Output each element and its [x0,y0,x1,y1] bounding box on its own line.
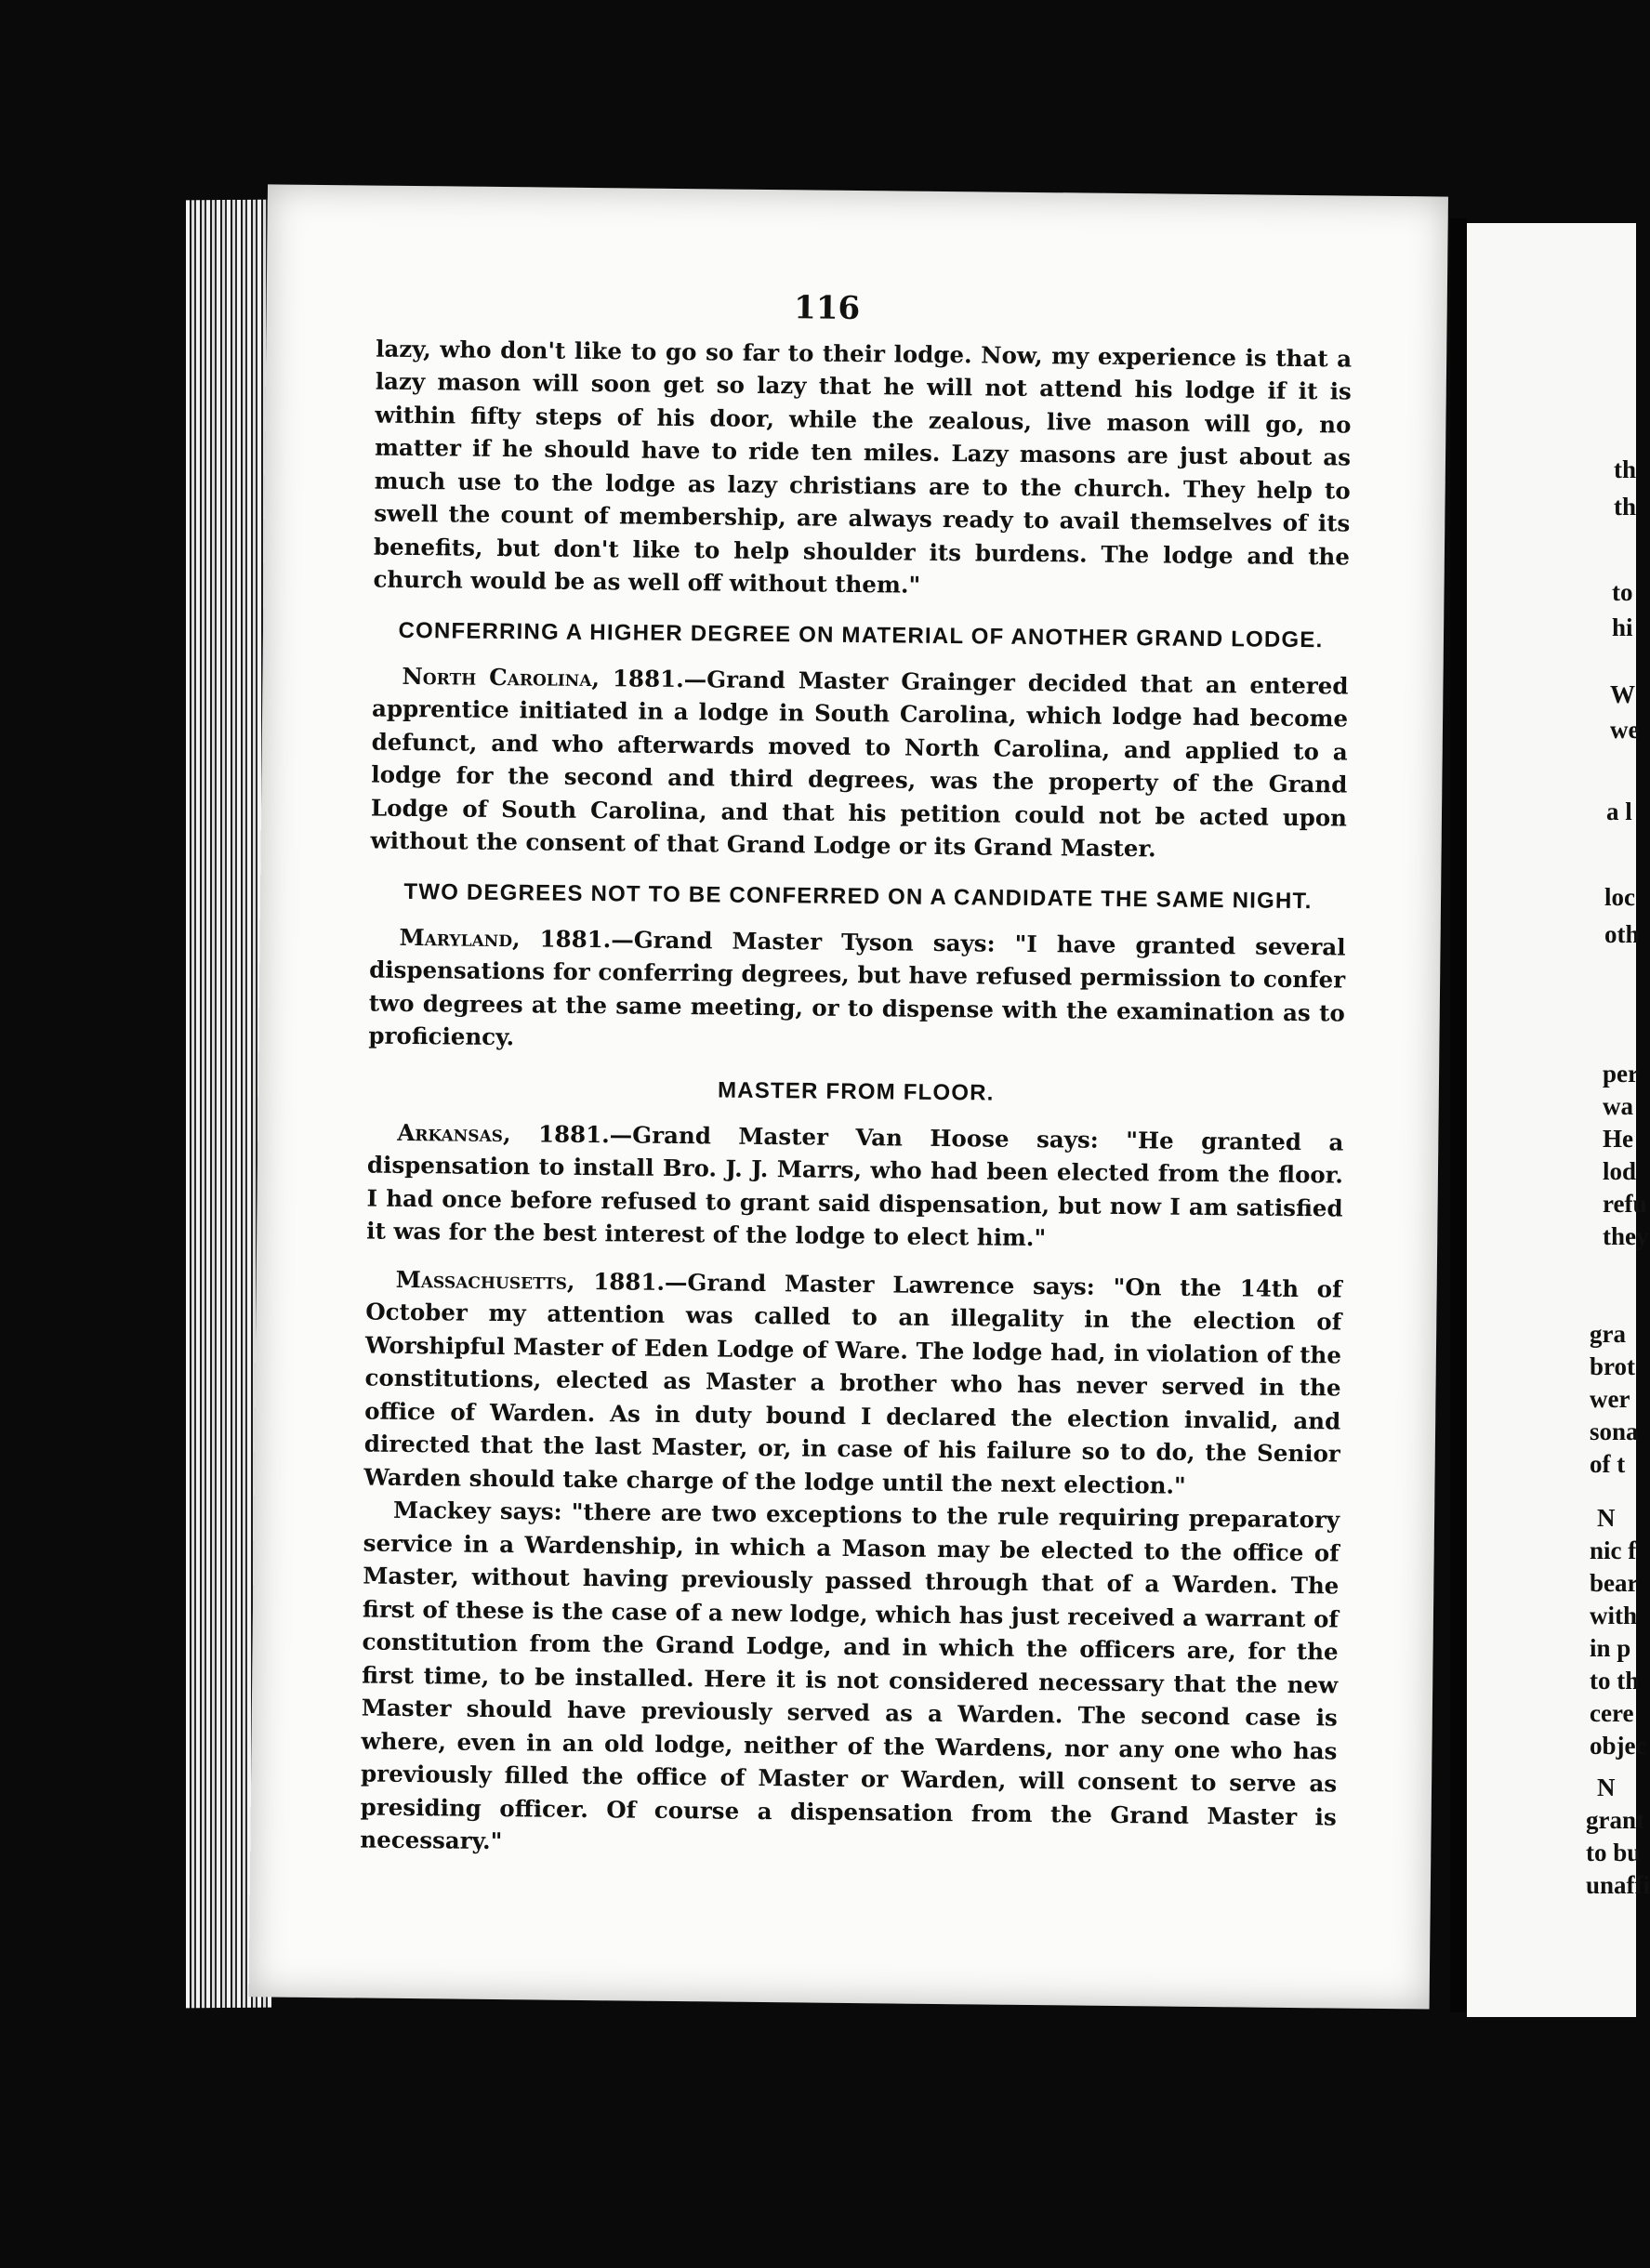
facing-page-fragment: a l [1606,798,1632,825]
facing-page-fragment: hi [1612,613,1633,641]
facing-page-fragment: to bu [1586,1839,1642,1866]
facing-page-fragment: gra [1590,1320,1626,1348]
paragraph-text: —Grand Master Lawrence says: "On the 14th of October my attention was called to an illegality in the election of Worshipful Master of Eden Lodge of Ware. The lodge had, in violation of the constitutions, elected as Master a brother who has never served in the office of Warden. As in duty bound I declared the election invalid, and directed that the last Master, or, in case of his failure so to do, the Senior Warden should take charge of the lodge until the next election." [363,1268,1342,1499]
facing-page-fragment: we [1610,716,1640,744]
paragraph-north-carolina [370,659,1348,867]
facing-page-fragment: cere [1590,1699,1634,1727]
facing-page-fragment: grant [1586,1806,1644,1834]
page-number: 116 [793,289,861,328]
paragraph-lead: Arkansas, 1881. [397,1118,610,1148]
paragraph-lead: North Carolina, 1881. [402,662,684,692]
paragraph-lead: Maryland, 1881. [399,923,612,953]
paragraph-text: Mackey says: "there are two exceptions to the rule requiring preparatory service in a Wardenship, in which a Mason may be elected to the office of Master, without having previously passed through that of a Warden. The first of these is the case of a new lodge, which has just received a warrant of constitution from the Grand Lodge, and in which the officers are, for the first time, to be installed. Here it is not considered necessary that the new Master should have previously served as a Warden. The second case is where, even in an old lodge, neither of the Wardens, nor any one who has previously filled the office of Master or Warden, will consent to serve as presiding officer. Of course a dispensation from the Grand Master is necessary." [360,1496,1340,1855]
facing-page [1467,223,1650,2017]
section-heading-conferring-higher-degree: CONFERRING A HIGHER DEGREE ON MATERIAL OF ANOTHER GRAND LODGE. [398,617,1324,653]
section-heading-two-degrees: TWO DEGREES NOT TO BE CONFERRED ON A CANDIDATE THE SAME NIGHT. [403,878,1313,914]
facing-page-fragment: to [1612,578,1633,606]
facing-page-fragment: per [1603,1060,1639,1088]
facing-page-fragment: with [1590,1602,1638,1629]
facing-page-fragment: bear [1590,1569,1639,1597]
facing-page-fragment: in p [1590,1634,1631,1662]
book-page [249,184,1448,2009]
facing-page-fragment: lod [1603,1157,1637,1185]
paragraph-lead: Massachusetts, 1881. [395,1265,666,1296]
opening-paragraph: lazy, who don't like to go so far to their lodge. Now, my experience is that a lazy mason will soon get so lazy that he will not attend his lodge if it is within fifty steps of his door, while the zealous, live mason will go, no matter if he should have to ride ten miles. Lazy masons are just about as much use to the lodge as lazy christians are to the church. They help to swell the count of membership, are always ready to avail themselves of its benefits, but don't like to help shoulder its burdens. The lodge and the church would be as well off without them." [373,335,1353,599]
book-gutter [1450,218,1467,2012]
paragraph-text: —Grand Master Grainger decided that an entered apprentice initiated in a lodge in South Carolina, which lodge had become defunct, and who afterwards moved to North Carolina, and applied to a lodge for the second and third degrees, was the property of the Grand Lodge of South Carolina, and that his petition could not be acted upon without the consent of that Grand Lodge or its Grand Master. [370,665,1349,863]
paragraph-text: —Grand Master Tyson says: "I have granted several dispensations for conferring degrees, but have refused permission to confer two degrees at the same meeting, or to dispense with the examination as to proficiency. [368,925,1346,1051]
facing-page-fragment: He [1603,1125,1633,1153]
facing-page-fragment: of t [1590,1450,1626,1478]
facing-page-fragment: N [1597,1504,1616,1532]
facing-page-fragment: brot [1590,1352,1636,1380]
paragraph-text: —Grand Master Van Hoose says: "He granted a dispensation to install Bro. J. J. Marrs, who had been elected from the floor. I had once before refused to grant said dispensation, but now I am satisfied it was for the best interest of the lodge to elect him." [366,1120,1344,1252]
facing-page-fragment: sona [1590,1418,1639,1445]
facing-page-fragment: they [1603,1222,1649,1250]
facing-page-fragment: unaffi [1586,1871,1650,1899]
paragraph-arkansas [366,1115,1343,1258]
facing-page-fragment: wa [1603,1092,1633,1120]
facing-page-fragment: to th [1590,1667,1640,1694]
paragraph-massachusetts [363,1262,1342,1503]
facing-page-fragment: objec [1590,1732,1647,1760]
facing-page-fragment: W [1610,680,1635,708]
page-content [360,288,1353,1866]
facing-page-fragment: th [1614,455,1637,483]
facing-page-fragment: refu [1603,1190,1647,1218]
paragraph-mackey [360,1494,1340,1866]
facing-page-fragment: nic f [1590,1536,1637,1564]
facing-page-fragment: N [1597,1774,1616,1801]
facing-page-fragment: th [1614,493,1637,521]
paragraph-maryland [368,920,1345,1062]
facing-page-fragment: oth [1604,920,1640,948]
facing-page-fragment: wer [1590,1385,1630,1413]
facing-page-fragment: loc [1604,883,1635,911]
section-heading-master-from-floor: MASTER FROM FLOOR. [717,1076,995,1106]
